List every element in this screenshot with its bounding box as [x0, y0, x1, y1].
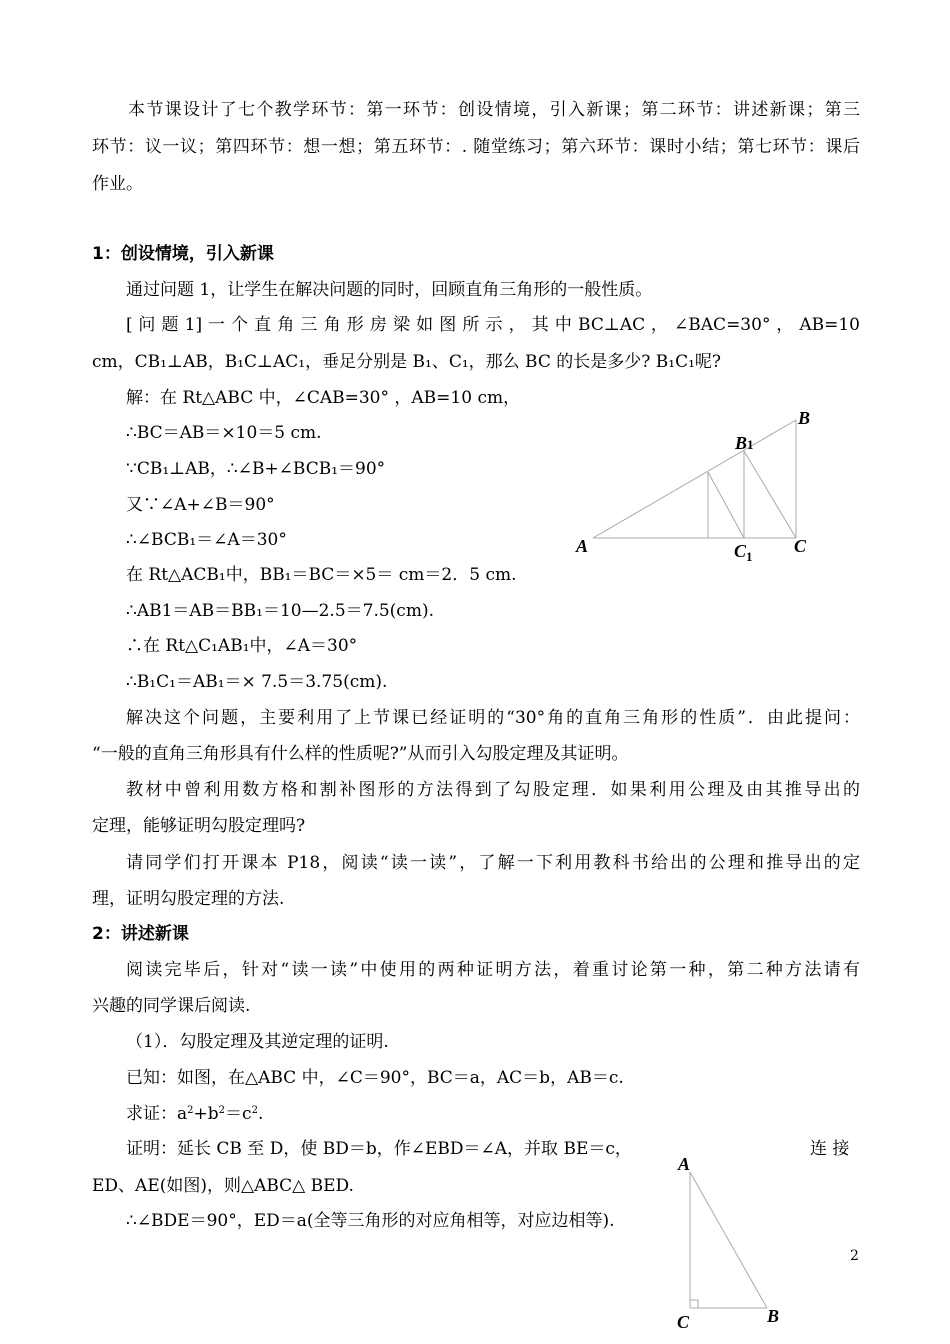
solution-line: 在 Rt△ACB₁中，BB₁＝BC＝×5＝ cm＝2．5 cm.: [126, 565, 517, 585]
solution-line: ∴在 Rt△C₁AB₁中，∠A＝30°: [126, 636, 358, 656]
solution-line: ∴BC＝AB＝×10＝5 cm.: [126, 423, 322, 443]
label-C1: $C_1$: [734, 541, 753, 564]
solution-line: ∵CB₁⊥AB，∴∠B+∠BCB₁＝90°: [126, 459, 386, 479]
solution-line: ∴AB1＝AB＝BB₁＝10—2.5＝7.5(cm).: [126, 601, 434, 621]
proof-line-1-end: 连 接: [810, 1139, 850, 1159]
proof-line-3: ∴∠BDE＝90°，ED＝a(全等三角形的对应角相等，对应边相等).: [126, 1211, 615, 1231]
section2-heading: 2：讲述新课: [92, 924, 189, 944]
triangle-figure-1: [560, 400, 840, 570]
paragraph-2-line-1: 解决这个问题，主要利用了上节课已经证明的“30°角的直角三角形的性质”．由此提问：: [126, 708, 860, 728]
proof-line-1: 证明：延长 CB 至 D，使 BD＝b，作∠EBD＝∠A，并取 BE＝c，: [126, 1139, 632, 1159]
section2-paragraph-line-1: 阅读完毕后，针对“读一读”中使用的两种证明方法，着重讨论第一种，第二种方法请有: [126, 960, 860, 980]
proof-line-2: ED、AE(如图)，则△ABC△ BED.: [92, 1176, 354, 1196]
intro-line-2: 环节：议一议；第四环节：想一想；第五环节：. 随堂练习；第六环节：课时小结；第七环节：课后: [92, 137, 860, 157]
paragraph-2-line-2: “一般的直角三角形具有什么样的性质呢?”从而引入勾股定理及其证明。: [92, 744, 629, 764]
paragraph-3-line-2: 定理，能够证明勾股定理吗?: [92, 816, 306, 836]
section1-paragraph: 通过问题 1，让学生在解决问题的同时，回顾直角三角形的一般性质。: [126, 280, 653, 300]
item-1-title: （1）．勾股定理及其逆定理的证明.: [126, 1032, 389, 1052]
solution-line: 又∵∠A+∠B＝90°: [126, 495, 275, 515]
paragraph-4-line-1: 请同学们打开课本 P18，阅读“读一读”，了解一下利用教科书给出的公理和推导出的定: [126, 853, 860, 873]
section1-heading: 1：创设情境，引入新课: [92, 244, 274, 264]
label-C: C: [677, 1312, 690, 1332]
given-statement: 已知：如图，在△ABC 中，∠C＝90°，BC＝a，AC＝b，AB＝c.: [126, 1068, 624, 1088]
section2-paragraph-line-2: 兴趣的同学课后阅读.: [92, 996, 251, 1016]
problem-line-2: cm，CB₁⊥AB，B₁C⊥AC₁，垂足分别是 B₁、C₁，那么 BC 的长是多少? B₁C₁呢?: [92, 352, 722, 372]
intro-line-1: 本节课设计了七个教学环节：第一环节：创设情境，引入新课；第二环节：讲述新课；第三: [128, 100, 860, 120]
page-number: 2: [850, 1248, 859, 1264]
intro-line-3: 作业。: [92, 174, 143, 194]
label-B: B: [767, 1306, 780, 1326]
solution-line: ∴∠BCB₁＝∠A＝30°: [126, 530, 287, 550]
solution-line: ∴B₁C₁＝AB₁＝× 7.5＝3.75(cm).: [126, 672, 388, 692]
label-B: B: [798, 408, 811, 428]
label-A: A: [678, 1154, 691, 1174]
problem-line-1: [ 问 题 1] 一 个 直 角 三 角 形 房 梁 如 图 所 示 ， 其 中 BC⊥AC ， ∠BAC=30° ， AB=10: [126, 315, 860, 335]
label-B1: B1: [735, 433, 754, 453]
solution-line: 解：在 Rt△ABC 中，∠CAB=30° ，AB=10 cm，: [126, 388, 521, 408]
paragraph-4-line-2: 理，证明勾股定理的方法.: [92, 889, 285, 909]
triangle-figure-2: [665, 1150, 795, 1344]
label-C: C: [794, 536, 807, 556]
paragraph-3-line-1: 教材中曾利用数方格和割补图形的方法得到了勾股定理．如果利用公理及由其推导出的: [126, 780, 860, 800]
label-A: A: [576, 536, 589, 556]
prove-statement: 求证：$a^2+b^2=c^2$.: [126, 1104, 264, 1124]
